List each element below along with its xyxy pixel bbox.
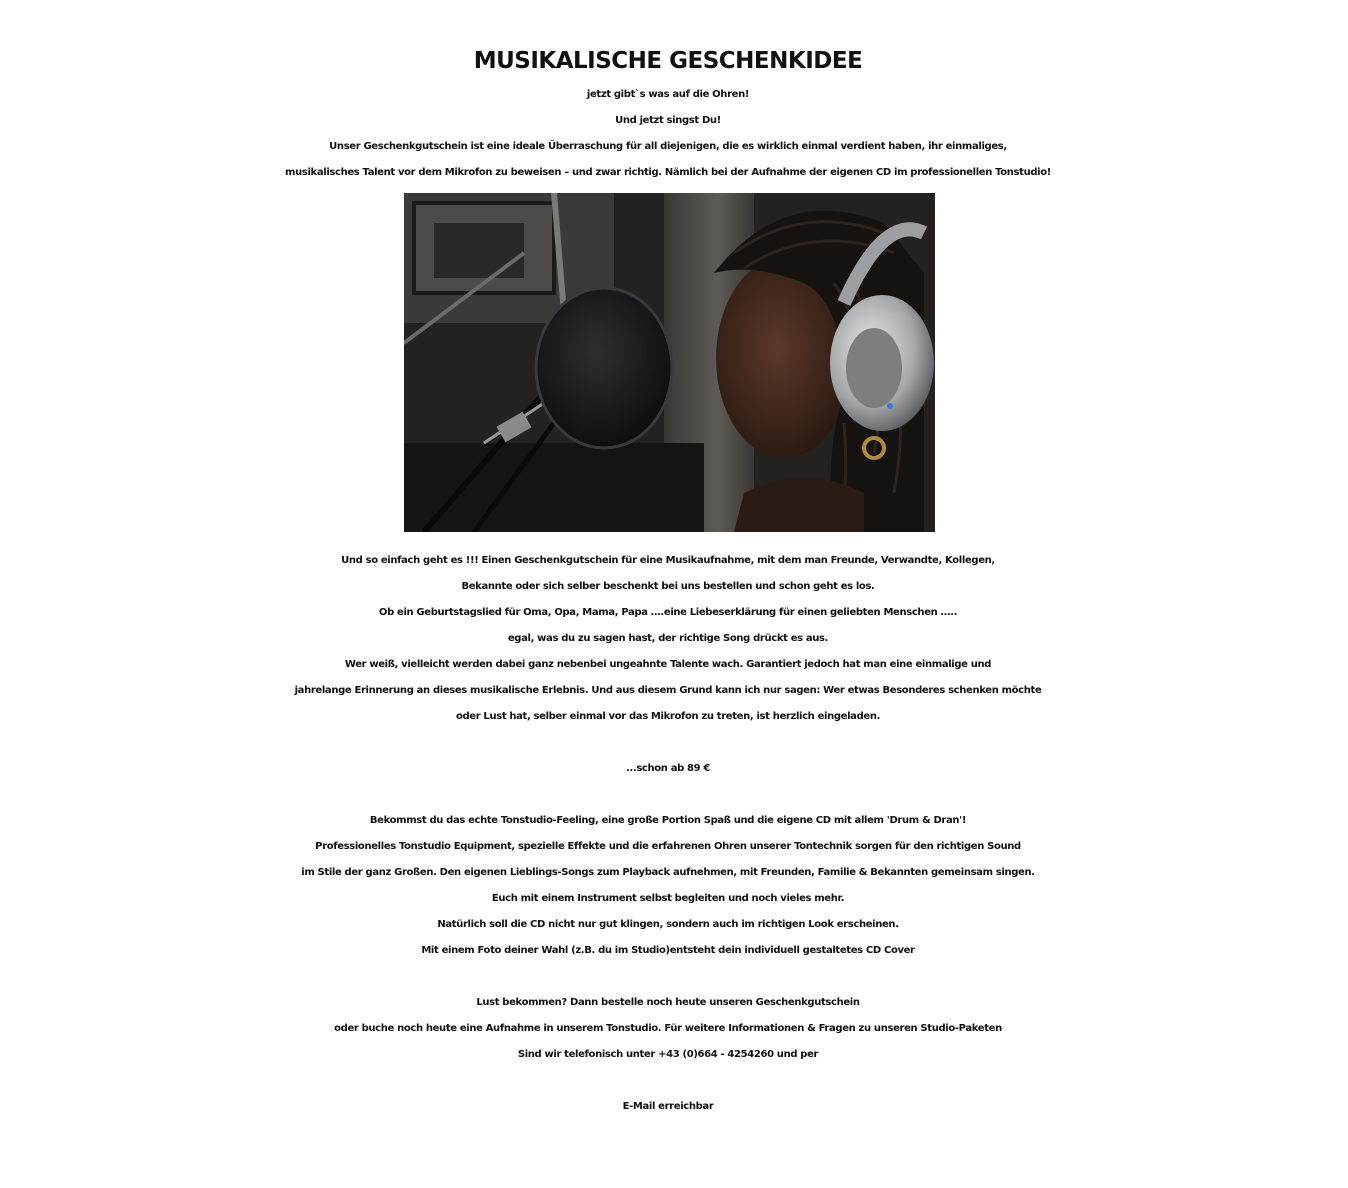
price-line: ...schon ab 89 € <box>625 763 710 774</box>
email-line: E-Mail erreichbar <box>622 1101 714 1112</box>
body-line-5: Wer weiß, vielleicht werden dabei ganz nebenbei ungeahnte Talente wach. Garantiert jedoch hat man eine einmalige und <box>344 659 992 670</box>
feature-line-4: Euch mit einem Instrument selbst begleiten und noch vieles mehr. <box>491 893 845 904</box>
feature-line-5: Natürlich soll die CD nicht nur gut klingen, sondern auch im richtigen Look erscheinen. <box>437 919 899 930</box>
contact-line-1: Lust bekommen? Dann bestelle noch heute unseren Geschenkgutschein <box>476 997 860 1008</box>
feature-line-1: Bekommst du das echte Tonstudio-Feeling, eine große Portion Spaß und die eigene CD mit allem 'Drum & Dran'! <box>369 815 967 826</box>
feature-line-6: Mit einem Foto deiner Wahl (z.B. du im Studio)entsteht dein individuell gestaltetes CD Cover <box>421 945 915 956</box>
intro-line-2: Und jetzt singst Du! <box>615 115 721 126</box>
studio-photo <box>404 193 935 532</box>
body-line-4: egal, was du zu sagen hast, der richtige Song drückt es aus. <box>507 633 829 644</box>
studio-photo-illustration <box>404 193 935 532</box>
body-line-6: jahrelange Erinnerung an dieses musikalische Erlebnis. Und aus diesem Grund kann ich nur sagen: Wer etwas Besonderes schenken möchte <box>294 685 1042 696</box>
body-line-2: Bekannte oder sich selber beschenkt bei uns bestellen und schon geht es los. <box>461 581 875 592</box>
contact-line-3: Sind wir telefonisch unter +43 (0)664 - 4254260 und per <box>517 1049 819 1060</box>
body-line-7: oder Lust hat, selber einmal vor das Mikrofon zu treten, ist herzlich eingeladen. <box>455 711 881 722</box>
intro-line-3: Unser Geschenkgutschein ist eine ideale Überraschung für all diejenigen, die es wirklich einmal verdient haben, ihr einmaliges, <box>329 141 1007 152</box>
contact-line-2: oder buche noch heute eine Aufnahme in unserem Tonstudio. Für weitere Informationen & Fragen zu unseren Studio-Paketen <box>334 1023 1002 1034</box>
feature-line-2: Professionelles Tonstudio Equipment, spezielle Effekte und die erfahrenen Ohren unserer Tontechnik sorgen für den richtigen Sound <box>315 841 1021 852</box>
intro-line-4: musikalisches Talent vor dem Mikrofon zu beweisen – und zwar richtig. Nämlich bei der Aufnahme der eigenen CD im professionellen Tonstudio! <box>285 167 1051 178</box>
body-line-1: Und so einfach geht es !!! Einen Geschenkgutschein für eine Musikaufnahme, mit dem man Freunde, Verwandte, Kollegen, <box>341 555 995 566</box>
intro-line-1: jetzt gibt`s was auf die Ohren! <box>586 89 750 100</box>
body-line-3: Ob ein Geburtstagslied für Oma, Opa, Mama, Papa ….eine Liebeserklärung für einen geliebten Menschen ….. <box>378 607 958 618</box>
page-title: MUSIKALISCHE GESCHENKIDEE <box>473 48 863 74</box>
feature-line-3: im Stile der ganz Großen. Den eigenen Lieblings-Songs zum Playback aufnehmen, mit Freunden, Familie & Bekannten gemeinsam singen. <box>301 867 1035 878</box>
